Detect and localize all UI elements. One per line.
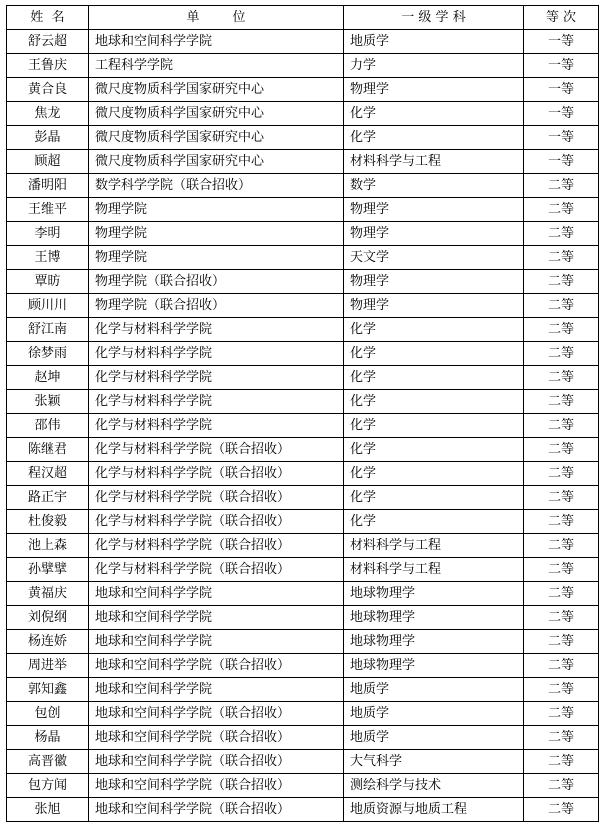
cell-subject: 化学 — [344, 438, 524, 462]
header-subject: 一 级 学 科 — [344, 6, 524, 30]
table-row — [7, 150, 599, 174]
table-row — [7, 774, 599, 798]
cell-subject: 地球物理学 — [344, 582, 524, 606]
table-row — [7, 510, 599, 534]
cell-grade: 二等 — [524, 222, 599, 246]
cell-unit: 化学与材料科学学院（联合招收） — [89, 438, 344, 462]
cell-subject: 材料科学与工程 — [344, 150, 524, 174]
cell-grade: 二等 — [524, 678, 599, 702]
table-row — [7, 654, 599, 678]
cell-name: 舒云超 — [7, 30, 89, 54]
table-row — [7, 558, 599, 582]
cell-subject: 力学 — [344, 54, 524, 78]
cell-subject: 物理学 — [344, 270, 524, 294]
cell-subject: 材料科学与工程 — [344, 558, 524, 582]
cell-grade: 二等 — [524, 582, 599, 606]
cell-unit: 化学与材料科学学院 — [89, 366, 344, 390]
cell-unit: 数学科学学院（联合招收） — [89, 174, 344, 198]
award-table-container — [6, 5, 599, 822]
cell-subject: 化学 — [344, 390, 524, 414]
cell-name: 张旭 — [7, 798, 89, 822]
cell-subject: 化学 — [344, 318, 524, 342]
cell-name: 舒江南 — [7, 318, 89, 342]
cell-grade: 二等 — [524, 606, 599, 630]
table-row — [7, 78, 599, 102]
table-row — [7, 462, 599, 486]
cell-subject: 物理学 — [344, 222, 524, 246]
cell-grade: 二等 — [524, 270, 599, 294]
cell-grade: 一等 — [524, 150, 599, 174]
table-row — [7, 270, 599, 294]
cell-unit: 化学与材料科学学院 — [89, 318, 344, 342]
cell-name: 王博 — [7, 246, 89, 270]
cell-name: 杨连娇 — [7, 630, 89, 654]
table-row — [7, 726, 599, 750]
cell-grade: 一等 — [524, 78, 599, 102]
cell-name: 陈继君 — [7, 438, 89, 462]
table-row — [7, 630, 599, 654]
cell-subject: 地质学 — [344, 30, 524, 54]
cell-name: 刘倪纲 — [7, 606, 89, 630]
cell-name: 彭晶 — [7, 126, 89, 150]
table-row — [7, 606, 599, 630]
cell-name: 徐梦雨 — [7, 342, 89, 366]
cell-unit: 地球和空间科学学院（联合招收） — [89, 702, 344, 726]
table-row — [7, 342, 599, 366]
cell-grade: 一等 — [524, 54, 599, 78]
award-table — [6, 5, 599, 822]
cell-unit: 地球和空间科学学院（联合招收） — [89, 798, 344, 822]
cell-unit: 化学与材料科学学院（联合招收） — [89, 510, 344, 534]
cell-subject: 地球物理学 — [344, 630, 524, 654]
cell-unit: 化学与材料科学学院（联合招收） — [89, 462, 344, 486]
cell-grade: 二等 — [524, 486, 599, 510]
cell-subject: 化学 — [344, 102, 524, 126]
cell-grade: 二等 — [524, 630, 599, 654]
cell-subject: 物理学 — [344, 78, 524, 102]
cell-subject: 化学 — [344, 486, 524, 510]
table-row — [7, 30, 599, 54]
cell-unit: 物理学院（联合招收） — [89, 270, 344, 294]
table-row — [7, 438, 599, 462]
cell-name: 包方闻 — [7, 774, 89, 798]
cell-subject: 天文学 — [344, 246, 524, 270]
cell-unit: 物理学院（联合招收） — [89, 294, 344, 318]
table-row — [7, 534, 599, 558]
cell-grade: 二等 — [524, 294, 599, 318]
table-row — [7, 414, 599, 438]
cell-grade: 二等 — [524, 318, 599, 342]
cell-name: 孙擘擘 — [7, 558, 89, 582]
cell-unit: 化学与材料科学学院（联合招收） — [89, 534, 344, 558]
cell-grade: 二等 — [524, 198, 599, 222]
cell-grade: 一等 — [524, 30, 599, 54]
cell-subject: 测绘科学与技术 — [344, 774, 524, 798]
cell-grade: 二等 — [524, 438, 599, 462]
cell-name: 黄福庆 — [7, 582, 89, 606]
cell-unit: 地球和空间科学学院 — [89, 30, 344, 54]
table-row — [7, 102, 599, 126]
cell-name: 顾超 — [7, 150, 89, 174]
cell-unit: 地球和空间科学学院 — [89, 630, 344, 654]
cell-subject: 化学 — [344, 414, 524, 438]
cell-grade: 二等 — [524, 750, 599, 774]
cell-name: 李明 — [7, 222, 89, 246]
cell-grade: 二等 — [524, 342, 599, 366]
table-header-row — [7, 6, 599, 30]
cell-name: 覃昉 — [7, 270, 89, 294]
cell-grade: 一等 — [524, 102, 599, 126]
cell-name: 焦龙 — [7, 102, 89, 126]
cell-unit: 化学与材料科学学院 — [89, 390, 344, 414]
cell-grade: 二等 — [524, 774, 599, 798]
cell-subject: 地球物理学 — [344, 606, 524, 630]
table-body — [7, 30, 599, 822]
cell-subject: 大气科学 — [344, 750, 524, 774]
cell-name: 高晋徽 — [7, 750, 89, 774]
cell-name: 王鲁庆 — [7, 54, 89, 78]
cell-name: 包创 — [7, 702, 89, 726]
header-unit: 单 位 — [89, 6, 344, 30]
cell-unit: 微尺度物质科学国家研究中心 — [89, 102, 344, 126]
cell-unit: 化学与材料科学学院 — [89, 342, 344, 366]
cell-grade: 二等 — [524, 510, 599, 534]
cell-subject: 化学 — [344, 126, 524, 150]
table-row — [7, 198, 599, 222]
cell-name: 池上森 — [7, 534, 89, 558]
cell-subject: 数学 — [344, 174, 524, 198]
cell-unit: 微尺度物质科学国家研究中心 — [89, 78, 344, 102]
cell-subject: 物理学 — [344, 198, 524, 222]
cell-name: 路正宇 — [7, 486, 89, 510]
cell-unit: 微尺度物质科学国家研究中心 — [89, 126, 344, 150]
cell-subject: 材料科学与工程 — [344, 534, 524, 558]
cell-unit: 化学与材料科学学院 — [89, 414, 344, 438]
cell-name: 赵坤 — [7, 366, 89, 390]
cell-grade: 一等 — [524, 126, 599, 150]
header-grade: 等 次 — [524, 6, 599, 30]
cell-name: 周进举 — [7, 654, 89, 678]
cell-subject: 化学 — [344, 510, 524, 534]
cell-subject: 化学 — [344, 342, 524, 366]
table-row — [7, 174, 599, 198]
cell-grade: 二等 — [524, 702, 599, 726]
cell-subject: 地质学 — [344, 678, 524, 702]
cell-subject: 化学 — [344, 462, 524, 486]
cell-grade: 二等 — [524, 414, 599, 438]
cell-grade: 二等 — [524, 366, 599, 390]
cell-grade: 二等 — [524, 726, 599, 750]
table-row — [7, 366, 599, 390]
cell-name: 黄合良 — [7, 78, 89, 102]
cell-unit: 地球和空间科学学院 — [89, 582, 344, 606]
table-row — [7, 222, 599, 246]
cell-unit: 物理学院 — [89, 246, 344, 270]
cell-unit: 地球和空间科学学院（联合招收） — [89, 654, 344, 678]
cell-name: 张颖 — [7, 390, 89, 414]
cell-name: 郭知鑫 — [7, 678, 89, 702]
table-row — [7, 294, 599, 318]
cell-name: 王维平 — [7, 198, 89, 222]
table-row — [7, 486, 599, 510]
cell-unit: 地球和空间科学学院（联合招收） — [89, 774, 344, 798]
cell-name: 邵伟 — [7, 414, 89, 438]
cell-grade: 二等 — [524, 174, 599, 198]
cell-grade: 二等 — [524, 390, 599, 414]
table-row — [7, 750, 599, 774]
cell-name: 程汉超 — [7, 462, 89, 486]
cell-name: 顾川川 — [7, 294, 89, 318]
cell-unit: 物理学院 — [89, 198, 344, 222]
table-row — [7, 678, 599, 702]
cell-unit: 化学与材料科学学院（联合招收） — [89, 558, 344, 582]
header-name: 姓 名 — [7, 6, 89, 30]
cell-name: 潘明阳 — [7, 174, 89, 198]
cell-subject: 地球物理学 — [344, 654, 524, 678]
cell-unit: 地球和空间科学学院 — [89, 678, 344, 702]
cell-unit: 地球和空间科学学院（联合招收） — [89, 750, 344, 774]
cell-subject: 物理学 — [344, 294, 524, 318]
cell-name: 杜俊毅 — [7, 510, 89, 534]
table-row — [7, 798, 599, 822]
cell-grade: 二等 — [524, 558, 599, 582]
cell-subject: 地质学 — [344, 726, 524, 750]
cell-grade: 二等 — [524, 534, 599, 558]
table-row — [7, 582, 599, 606]
table-row — [7, 702, 599, 726]
table-row — [7, 54, 599, 78]
cell-unit: 物理学院 — [89, 222, 344, 246]
cell-unit: 地球和空间科学学院 — [89, 606, 344, 630]
table-row — [7, 246, 599, 270]
cell-unit: 化学与材料科学学院（联合招收） — [89, 486, 344, 510]
cell-grade: 二等 — [524, 462, 599, 486]
cell-grade: 二等 — [524, 654, 599, 678]
cell-unit: 工程科学学院 — [89, 54, 344, 78]
cell-subject: 地质学 — [344, 702, 524, 726]
cell-name: 杨晶 — [7, 726, 89, 750]
table-row — [7, 318, 599, 342]
cell-subject: 地质资源与地质工程 — [344, 798, 524, 822]
table-row — [7, 390, 599, 414]
cell-subject: 化学 — [344, 366, 524, 390]
cell-unit: 地球和空间科学学院（联合招收） — [89, 726, 344, 750]
cell-unit: 微尺度物质科学国家研究中心 — [89, 150, 344, 174]
cell-grade: 二等 — [524, 246, 599, 270]
cell-grade: 二等 — [524, 798, 599, 822]
table-row — [7, 126, 599, 150]
